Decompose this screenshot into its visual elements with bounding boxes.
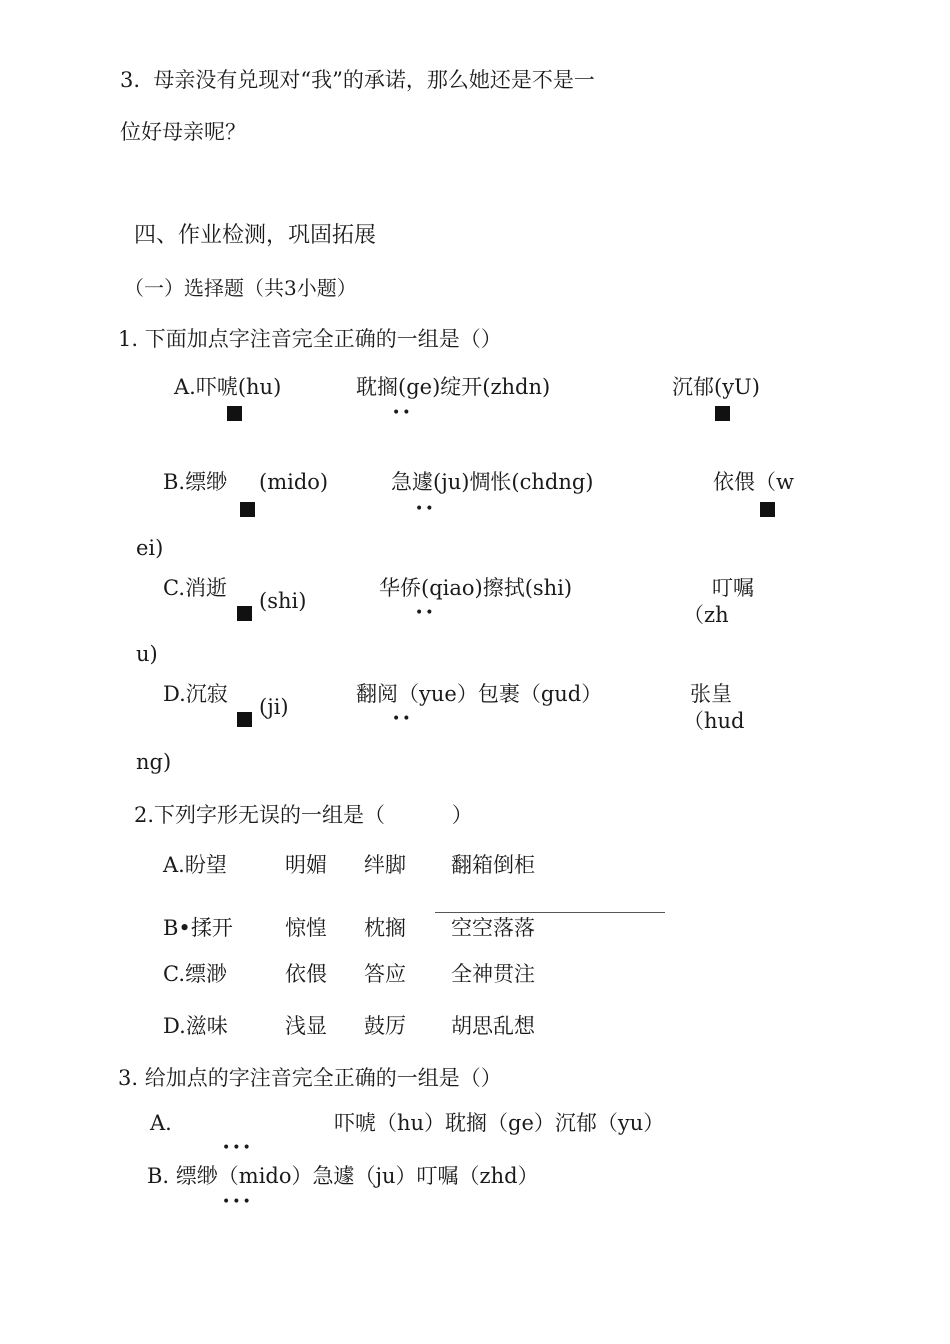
q2-optA-1: A.盼望 <box>163 853 227 877</box>
q1-optC-wrap: u) <box>136 642 158 666</box>
emphasis-square <box>760 502 775 517</box>
q2-optB-3: 枕搁 <box>364 916 406 940</box>
q2-optD-3: 鼓厉 <box>364 1014 406 1038</box>
q2-optC-2: 依偎 <box>285 962 327 986</box>
q2-optC-1: C.缥渺 <box>163 962 227 986</box>
q1-optD-c1: D.沉寂 <box>163 682 228 706</box>
q1-optB-c2: 急遽(ju)惆怅(chdng) <box>391 470 594 494</box>
emphasis-dots: •• <box>392 405 413 421</box>
section-subheading: （一）选择题（共3小题） <box>124 276 357 300</box>
q2-optA-3: 绊脚 <box>364 853 406 877</box>
q2-stem: 2.下列字形无误的一组是（ ） <box>134 803 473 827</box>
q3-stem: 3. 给加点的字注音完全正确的一组是（） <box>118 1066 502 1090</box>
q3-intro-line1: 3. 母亲没有兑现对“我”的承诺，那么她还是不是一 <box>120 68 595 92</box>
q2-optD-4: 胡思乱想 <box>451 1014 535 1038</box>
emphasis-square <box>237 606 252 621</box>
q1-optD-wrap: ng) <box>136 750 172 774</box>
emphasis-dots: •• <box>392 711 413 727</box>
q1-optD-c1b: (ji) <box>259 695 289 719</box>
q1-optC-c3b: （zh <box>683 603 729 627</box>
q3-optB-text: B. 缥缈（mido）急遽（ju）叮嘱（zhd） <box>147 1164 539 1188</box>
q2-optB-1: B•揉开 <box>163 916 233 940</box>
emphasis-dots: ••• <box>222 1140 253 1156</box>
q1-stem: 1. 下面加点字注音完全正确的一组是（） <box>118 327 502 351</box>
q1-optA-c3: 沉郁(yU) <box>672 375 760 399</box>
emphasis-square <box>237 712 252 727</box>
q2-optA-4: 翻箱倒柜 <box>451 853 535 877</box>
q2-optD-2: 浅显 <box>285 1014 327 1038</box>
emphasis-dots: •• <box>415 605 436 621</box>
q2-optB-2: 惊惶 <box>285 916 327 940</box>
q2-optC-4: 全神贯注 <box>451 962 535 986</box>
q1-optB-c1: B.缥缈 <box>163 470 228 494</box>
emphasis-square <box>227 406 242 421</box>
q1-optA-c1: A.吓唬(hu) <box>174 375 282 399</box>
q1-optD-c3: 张皇 <box>690 682 732 706</box>
q1-optB-c1b: (mido) <box>259 470 329 494</box>
emphasis-dots: ••• <box>222 1194 253 1210</box>
q1-optD-c3b: （hud <box>683 709 745 733</box>
q1-optC-c3: 叮嘱 <box>712 576 754 600</box>
q1-optB-wrap: ei) <box>136 536 164 560</box>
q3-optA-text: 吓唬（hu）耽搁（ge）沉郁（yu） <box>334 1111 665 1135</box>
q1-optA-c2: 耽搁(ge)绽开(zhdn) <box>356 375 551 399</box>
q2-optD-1: D.滋味 <box>163 1014 228 1038</box>
q3-optA-label: A. <box>150 1111 172 1135</box>
q1-optC-c1b: (shi) <box>259 589 307 613</box>
q2-optC-3: 答应 <box>364 962 406 986</box>
divider-line <box>435 912 665 913</box>
q2-optA-2: 明媚 <box>285 853 327 877</box>
q3-intro-line2: 位好母亲呢？ <box>120 120 246 144</box>
q2-optB-4: 空空落落 <box>451 916 535 940</box>
q1-optB-c3: 依偎（w <box>713 470 794 494</box>
emphasis-dots: •• <box>415 501 436 517</box>
q1-optC-c1: C.消逝 <box>163 576 227 600</box>
emphasis-square <box>715 406 730 421</box>
q1-optD-c2: 翻阅（yue）包裹（gud） <box>356 682 603 706</box>
q1-optC-c2: 华侨(qiao)擦拭(shi) <box>379 576 573 600</box>
section-heading: 四、作业检测，巩固拓展 <box>134 223 377 248</box>
emphasis-square <box>240 502 255 517</box>
